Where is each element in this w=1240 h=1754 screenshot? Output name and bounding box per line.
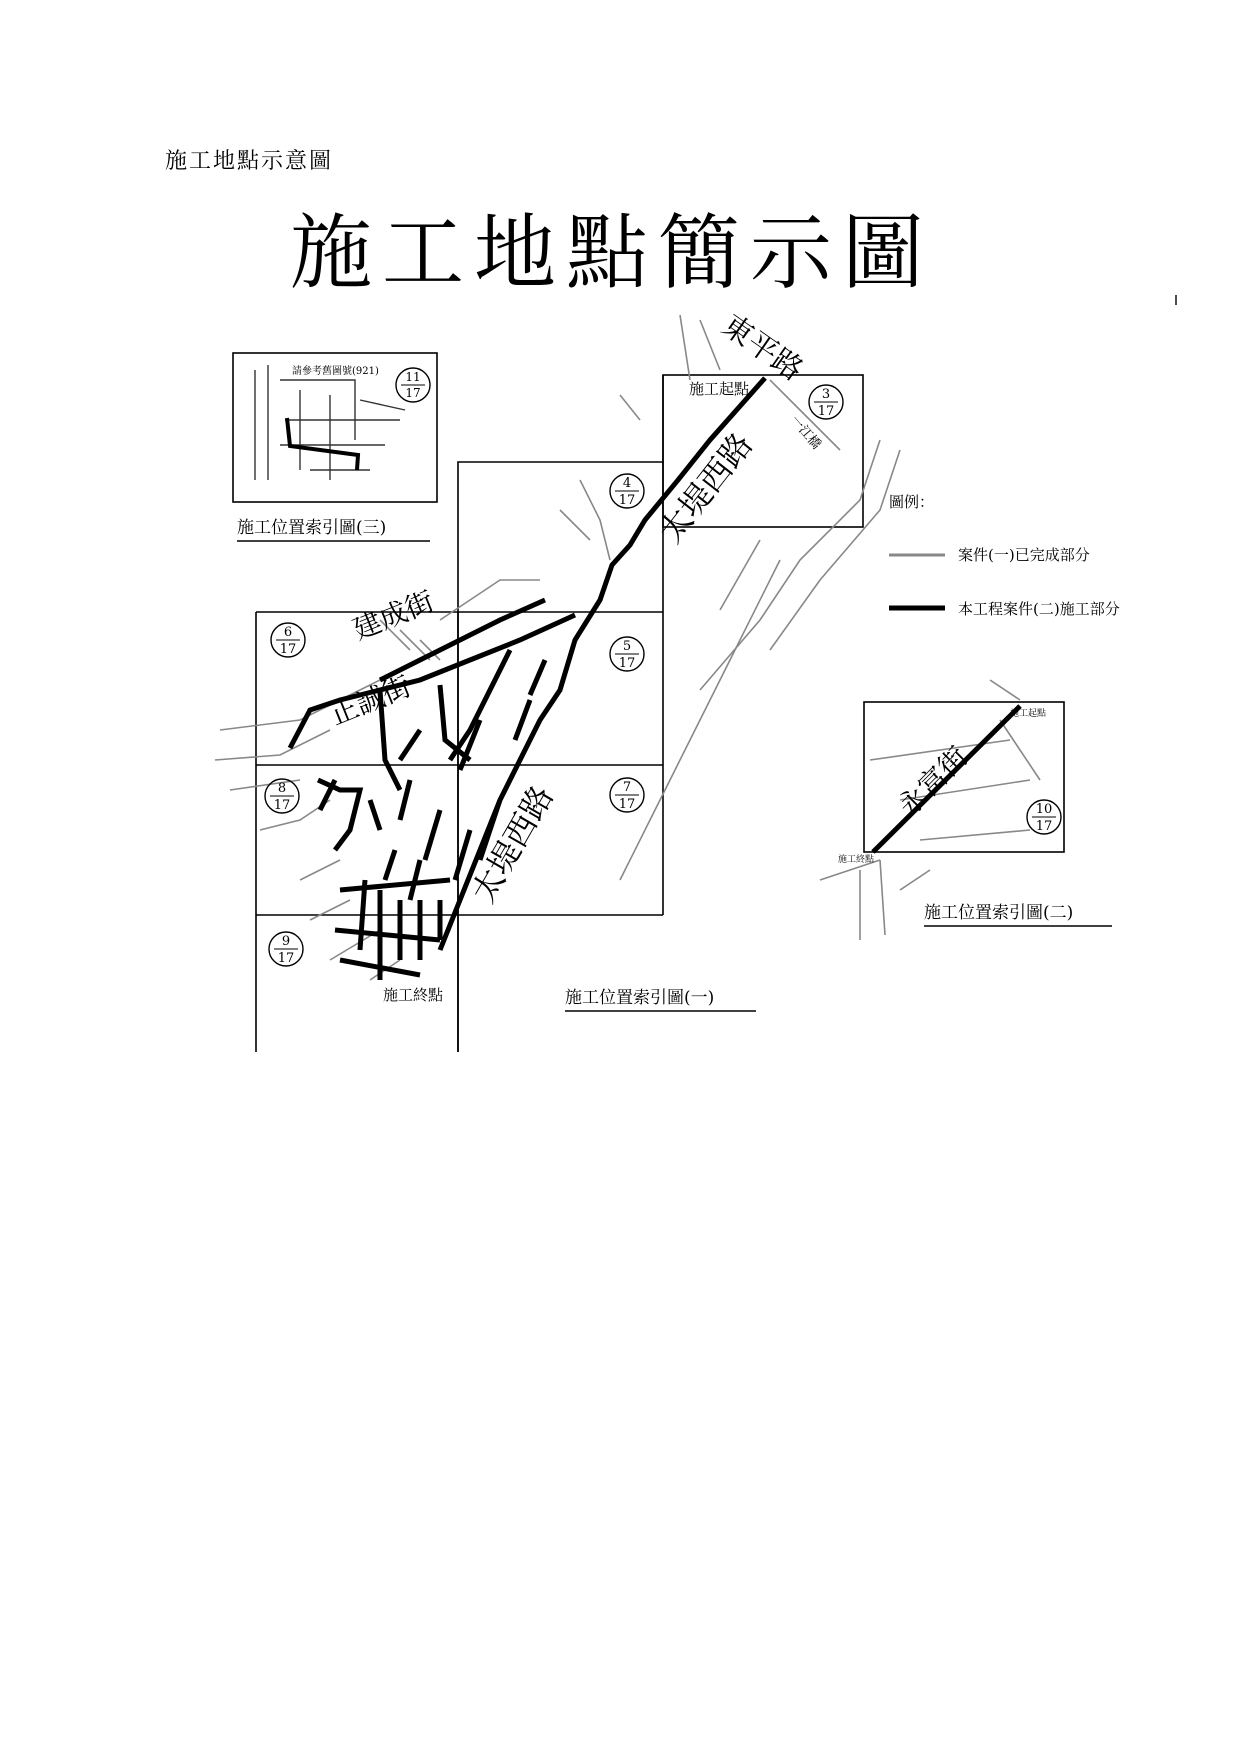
road-label-taiti-west-lower: 太堤西路 [464, 779, 561, 909]
sheet-9-num: 9 [281, 934, 291, 949]
road-label-small: 一江橋 [786, 412, 824, 453]
road-label-dongping: 東平路 [715, 307, 810, 389]
index-title-three: 施工位置索引圖(三) [237, 518, 387, 538]
sheet-marker-7 [610, 778, 644, 812]
road-label-taiti-west-upper: 太堤西路 [651, 425, 761, 550]
sheet-8-num: 8 [277, 781, 287, 796]
sheet-8-den: 17 [273, 798, 291, 813]
sheet-3-den: 17 [817, 404, 835, 419]
legend-heading: 圖例： [889, 493, 935, 511]
sheet-11-num: 11 [405, 370, 421, 384]
construction-route [290, 378, 765, 980]
legend [889, 493, 1120, 618]
index-title-one: 施工位置索引圖(一) [565, 988, 715, 1008]
sheet-marker-6 [271, 623, 305, 657]
legend-this-project-label: 本工程案件(二)施工部分 [958, 600, 1120, 618]
index-map-three [233, 353, 437, 502]
sheet-marker-11 [396, 368, 430, 402]
sheet-9-den: 17 [277, 951, 295, 966]
inset-two-end-label: 施工終點 [838, 855, 875, 865]
start-point-label: 施工起點 [689, 380, 750, 398]
sheet-11-den: 17 [405, 386, 421, 400]
sheet-4-num: 4 [622, 476, 632, 491]
sheet-marker-5 [610, 637, 644, 671]
index-title-two: 施工位置索引圖(二) [924, 903, 1074, 923]
sheet-4-den: 17 [618, 493, 636, 508]
inset-two-start-label: 施工起點 [1010, 709, 1047, 719]
sheet-4-box [458, 375, 663, 1052]
sheet-5-den: 17 [618, 656, 636, 671]
inset-three-label-top: 請參考舊圖號(921) [292, 366, 379, 377]
road-label-yongfu: 永富街 [891, 740, 975, 823]
road-label-zhengcheng: 正誠街 [325, 669, 416, 732]
sheet-6-num: 6 [283, 625, 293, 640]
map-title: 施工地點簡示圖 [290, 206, 935, 301]
legend-completed-label: 案件(一)已完成部分 [958, 546, 1090, 564]
sheet-5-num: 5 [622, 639, 632, 654]
sheet-7-den: 17 [618, 797, 636, 812]
sheet-7-num: 7 [622, 780, 632, 795]
sheet-10-den: 17 [1035, 819, 1053, 834]
road-label-jiancheng: 建成街 [348, 584, 439, 647]
sheet-marker-4 [610, 474, 644, 508]
sheet-10-num: 10 [1035, 802, 1053, 817]
sheet-marker-8 [265, 779, 299, 813]
sheet-marker-10 [1027, 800, 1061, 834]
sheet-3-num: 3 [821, 387, 831, 402]
end-point-label: 施工終點 [383, 986, 444, 1004]
sheet-6-den: 17 [279, 642, 297, 657]
document-label: 施工地點示意圖 [165, 149, 334, 174]
sheet-marker-3 [809, 385, 843, 419]
sheet-marker-9 [269, 932, 303, 966]
